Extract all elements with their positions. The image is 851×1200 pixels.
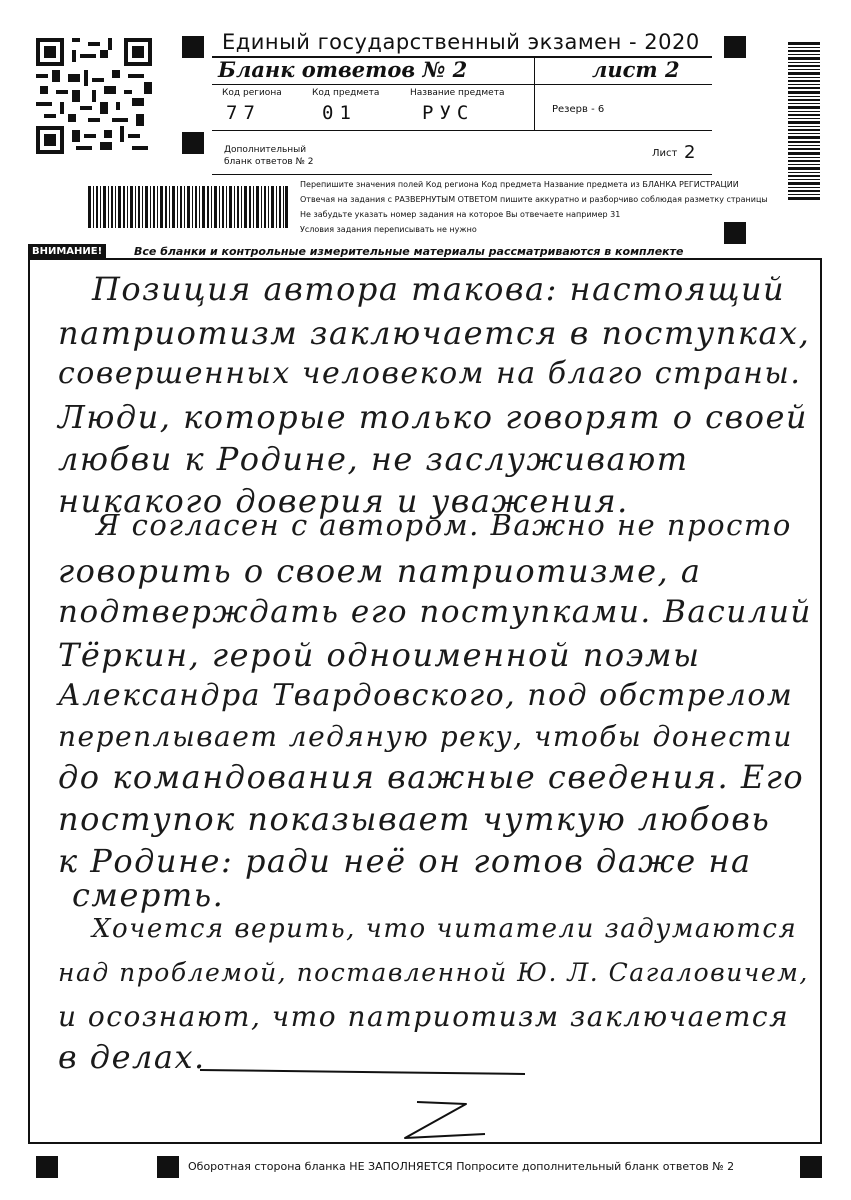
alignment-marker [182,36,204,58]
answer-line: к Родине: ради неё он готов даже на [58,842,752,880]
reserve-field: Резерв - 6 [552,104,605,115]
instruction-line: Не забудьте указать номер задания на которое Вы отвечаете например 31 [300,210,621,219]
form-title: Бланк ответов № 2 [218,57,468,82]
subject-name-label: Название предмета [410,88,505,98]
answer-line: в делах. [58,1038,206,1076]
divider [212,84,712,85]
alignment-marker [724,222,746,244]
answer-line: смерть. [72,876,225,914]
barcode-horizontal [88,186,288,228]
answer-line: совершенных человеком на благо страны. [58,356,802,391]
region-label: Код региона [222,88,282,98]
alignment-marker [157,1156,179,1178]
warning-label: ВНИМАНИЕ! [28,244,106,259]
footer-note: Оборотная сторона бланка НЕ ЗАПОЛНЯЕТСЯ Попросите дополнительный бланк ответов № 2 [188,1160,735,1173]
instruction-line: Условия задания переписывать не нужно [300,225,477,234]
divider [534,58,535,130]
answer-line: и осознают, что патриотизм заключается [58,1000,790,1033]
answer-line: Я согласен с автором. Важно не просто [96,508,792,542]
warning-text: Все бланки и контрольные измерительные материалы рассматриваются в комплекте [134,245,684,258]
instruction-line: Перепишите значения полей Код региона Код предмета Название предмета из БЛАНКА РЕГИСТРАЦИИ [300,180,739,189]
subject-code-label: Код предмета [312,88,380,98]
sheet-number-label: Лист [652,148,678,159]
answer-line: до командования важные сведения. Его [58,758,805,796]
region-value: 77 [226,102,261,124]
answer-line: патриотизм заключается в поступках, [58,314,811,352]
answer-line: Александра Твардовского, под обстрелом [58,678,794,713]
sheet-title: лист 2 [592,57,680,82]
answer-line: Позиция автора такова: настоящий [92,270,786,308]
sheet-number-value: 2 [684,142,696,163]
answer-line: Тёркин, герой одноименной поэмы [58,636,701,674]
answer-line: говорить о своем патриотизме, а [58,552,702,590]
answer-line: переплывает ледяную реку, чтобы донести [58,720,793,753]
warning-bar [28,244,824,259]
subject-name-value: РУС [422,102,475,124]
divider [212,130,712,131]
answer-line: любви к Родине, не заслуживают [58,440,689,478]
end-mark [180,1050,540,1150]
alignment-marker [800,1156,822,1178]
additional-form-label: Дополнительный бланк ответов № 2 [224,145,314,167]
answer-line: подтверждать его поступками. Василий [58,594,812,630]
answer-line: никакого доверия и уважения. [58,482,629,520]
qr-code [36,38,152,154]
subject-code-value: 01 [322,102,357,124]
answer-line: Хочется верить, что читатели задумаются [92,914,798,944]
alignment-marker [724,36,746,58]
instruction-line: Отвечая на задания с РАЗВЕРНУТЫМ ОТВЕТОМ пишите аккуратно и разборчиво соблюдая разметку страницы [300,195,768,204]
alignment-marker [182,132,204,154]
divider [212,174,712,175]
answer-line: Люди, которые только говорят о своей [58,398,809,436]
alignment-marker [36,1156,58,1178]
answer-line: над проблемой, поставленной Ю. Л. Сагаловичем, [58,958,809,987]
answer-line: поступок показывает чуткую любовь [58,800,771,838]
barcode-vertical [788,42,820,202]
exam-title: Единый государственный экзамен - 2020 [222,30,700,54]
